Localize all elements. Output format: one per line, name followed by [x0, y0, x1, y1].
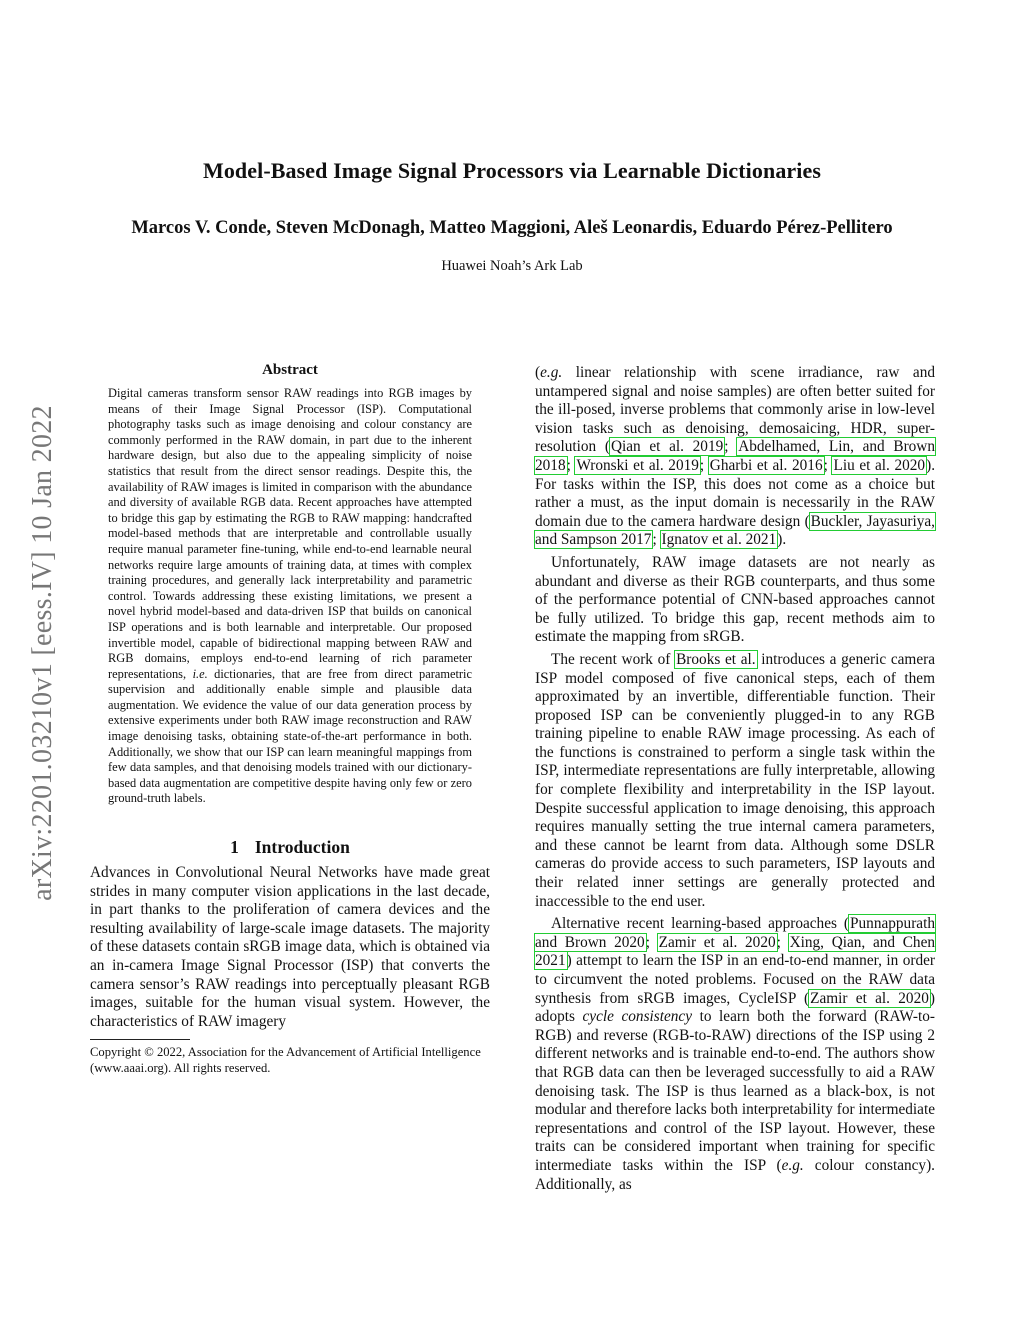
citation-link[interactable]: Xing, Qian, and Chen 2021: [535, 933, 936, 970]
abstract-text: [108, 386, 472, 807]
abstract-text-part: Digital cameras transform sensor RAW readings into RGB images by means of their Image Signal Processor (ISP). Computational photography tasks such as image denoising and colour constancy are commonly performed in the RAW domain, in part due to the inherent hardware design, but also due to the appealing simplicity of noise statistics that result from the direct sensor readings. Despite this, the availability of RAW images is limited in comparison with the abundance and diversity of available RGB data. Recent approaches have attempted to bridge this gap by estimating the RGB to RAW mapping: handcrafted model-based methods that are interpretable and controllable usually require manual parameter fine-tuning, while end-to-end learnable neural networks require large amounts of training data, at times with complex training procedures, and generally lack interpretability and parametric control. Towards addressing these existing limitations, we present a novel hybrid model-based and data-driven ISP that builds on canonical ISP operations and is both learnable and interpretable. Our proposed invertible model, capable of bidirectional mapping between RAW and RGB domains, employs end-to-end learning of rich parameter representations,: [108, 386, 472, 681]
eg-abbrev: e.g.: [540, 364, 563, 381]
citation-link[interactable]: Zamir et al. 2020: [658, 933, 776, 951]
copyright-footnote: Copyright © 2022, Association for the Advancement of Artificial Intelligence (www.aaai.org). All rights reserved.: [90, 1045, 481, 1076]
paragraph-text: ).: [777, 531, 787, 549]
citation-link[interactable]: Wronski et al. 2019: [576, 456, 699, 474]
paragraph-text: ) attempt to learn the ISP in an end-to-end manner, in order to circumvent the noted problems. Focused on the RAW data synthesis from sRGB images, CycleISP (: [535, 952, 935, 1007]
paragraph-text: ). For tasks within the ISP, this does not come as a choice but rather a must, as the input domain is necessarily in the RAW domain due to the camera hardware design (: [535, 456, 936, 530]
arxiv-stamp: [20, 348, 66, 958]
right-column: [535, 364, 935, 1194]
intro-paragraph: Advances in Convolutional Neural Networks have made great strides in many computer vision applications in the last decade, in part thanks to the proliferation of camera devices and the resulting availability of large-scale image datasets. The majority of these datasets contain sRGB image data, which is obtained via an in-camera Image Signal Processor (ISP) that converts the camera sensor’s RAW readings into perceptually pleasant RGB images, suitable for the human visual system. However, the characteristics of RAW imagery: [90, 864, 490, 1030]
affiliation: Huawei Noah’s Ark Lab: [441, 258, 583, 274]
emphasis: cycle consistency: [582, 1008, 693, 1026]
citation-link[interactable]: Zamir et al. 2020: [810, 989, 929, 1007]
abstract-heading: Abstract: [262, 362, 318, 378]
arxiv-id: arXiv:2201.03210v1 [eess.IV] 10 Jan 2022: [27, 405, 59, 901]
paragraph-text: to learn both the forward (RAW-to-RGB) and reverse (RGB-to-RAW) directions of the ISP using 2 different networks and is trainable end-to-end. The authors show that RGB data can then be leveraged successfully to aid a RAW denoising task. The ISP is thus learned as a black-box, is not modular and therefore lacks both interpretability for intermediate representations and control of the ISP layout. However, these traits can be considered important when training for specific intermediate tasks within the ISP (: [535, 1008, 936, 1174]
paragraph: Alternative recent learning-based approaches (Punnappurath and Brown 2020; Zamir et al. 2020; Xing, Qian, and Chen 2021) attempt to learn the ISP in an end-to-end manner, in order to circumvent the noted problems. Focused on the RAW data synthesis from sRGB images, CycleISP (Zamir et al. 2020) adopts cycle consistency to learn both the forward (RAW-to-RGB) and reverse (RGB-to-RAW) directions of the ISP using 2 different networks and is trainable end-to-end. The authors show that RGB data can then be leveraged successfully to aid a RAW denoising task. The ISP is thus learned as a black-box, is not modular and therefore lacks both interpretability for intermediate representations and control of the ISP layout. However, these traits can be considered important when training for specific intermediate tasks within the ISP (e.g. colour constancy). Additionally, as: [535, 915, 936, 1193]
section-number: 1: [230, 837, 239, 858]
eg-abbrev: e.g.: [781, 1156, 804, 1174]
citation-link[interactable]: Buckler, Jayasuriya, and Sampson 2017: [535, 512, 935, 549]
abstract-text-part: dictionaries, that are free from direct parametric supervision and additionally enable simple and plausible data augmentation. We evidence the value of our data generation process by extensive experiments under both RAW image reconstruction and RAW image denoising tasks, obtaining state-of-the-art performance in both. Additionally, we show that our ISP can learn meaningful mappings from few data samples, and that denoising models trained with our dictionary-based data augmentation are competitive despite having only few or zero ground-truth labels.: [108, 666, 472, 806]
paragraph-text: linear relationship with scene irradiance, raw and untampered signal and noise samples) are often better suited for the ill-posed, inverse problems that commonly arise in low-level vision tasks such as denoising, demosaicing, HDR, super-resolution (: [535, 364, 935, 456]
paragraph-text: ) adopts: [535, 989, 935, 1026]
paragraph-text: colour constancy). Additionally, as: [535, 1156, 935, 1193]
citation-link[interactable]: Ignatov et al. 2021: [661, 531, 777, 549]
paragraph-text: introduces a generic camera ISP model composed of five canonical steps, each of them approximated by an invertible, differentiable function. Their proposed ISP can be conveniently plugged-in to any RGB training pipeline to enable RAW image processing. As each of the functions is constrained to perform a single task within the ISP, intermediate representations are fully interpretable, allowing for complete flexibility and interpretability in the ISP layout. Despite successful application to image denoising, this approach requires manually setting the true internal camera parameters, and these cannot be learnt from data. Although some DSLR cameras do provide access to such parameters, ISP layouts and their related inner settings are generally protected and inaccessible to the end user.: [535, 650, 936, 910]
citation-link[interactable]: Abdelhamed, Lin, and Brown 2018: [535, 438, 936, 474]
paragraph-text: The recent work of: [551, 650, 676, 668]
introduction-heading: [90, 837, 490, 858]
author-list: Marcos V. Conde, Steven McDonagh, Matteo Maggioni, Aleš Leonardis, Eduardo Pérez-Pellitero: [131, 218, 893, 238]
footnote-divider: [90, 1039, 190, 1040]
left-column: [90, 362, 490, 1076]
paragraph: (e.g. linear relationship with scene irradiance, raw and untampered signal and noise samples) are often better suited for the ill-posed, inverse problems that commonly arise in low-level vision tasks such as denoising, demosaicing, HDR, super-resolution (Qian et al. 2019; Abdelhamed, Lin, and Brown 2018; Wronski et al. 2019; Gharbi et al. 2016; Liu et al. 2020). For tasks within the ISP, this does not come as a choice but rather a must, as the input domain is necessarily in the RAW domain due to the camera hardware design (Buckler, Jayasuriya, and Sampson 2017; Ignatov et al. 2021).: [535, 364, 936, 549]
citation-link[interactable]: Liu et al. 2020: [833, 456, 926, 474]
citation-link[interactable]: Punnappurath and Brown 2020: [535, 915, 935, 951]
paragraph: [535, 651, 935, 911]
citation-link[interactable]: Qian et al. 2019: [610, 438, 724, 456]
paragraph-text: Alternative recent learning-based approaches (: [551, 915, 850, 933]
citation-link[interactable]: Brooks et al.: [676, 650, 756, 668]
section-title: Introduction: [254, 837, 350, 858]
paragraph: Unfortunately, RAW image datasets are not nearly as abundant and diverse as their RGB counterparts, and thus some of the performance potential of CNN-based approaches cannot be fully utilized. To bridge this gap, recent methods aim to estimate the mapping from sRGB.: [535, 553, 935, 646]
citation-link[interactable]: Gharbi et al. 2016: [709, 456, 823, 474]
paper-title: Model-Based Image Signal Processors via Learnable Dictionaries: [202, 158, 822, 183]
abstract-ie: i.e.: [192, 666, 208, 681]
